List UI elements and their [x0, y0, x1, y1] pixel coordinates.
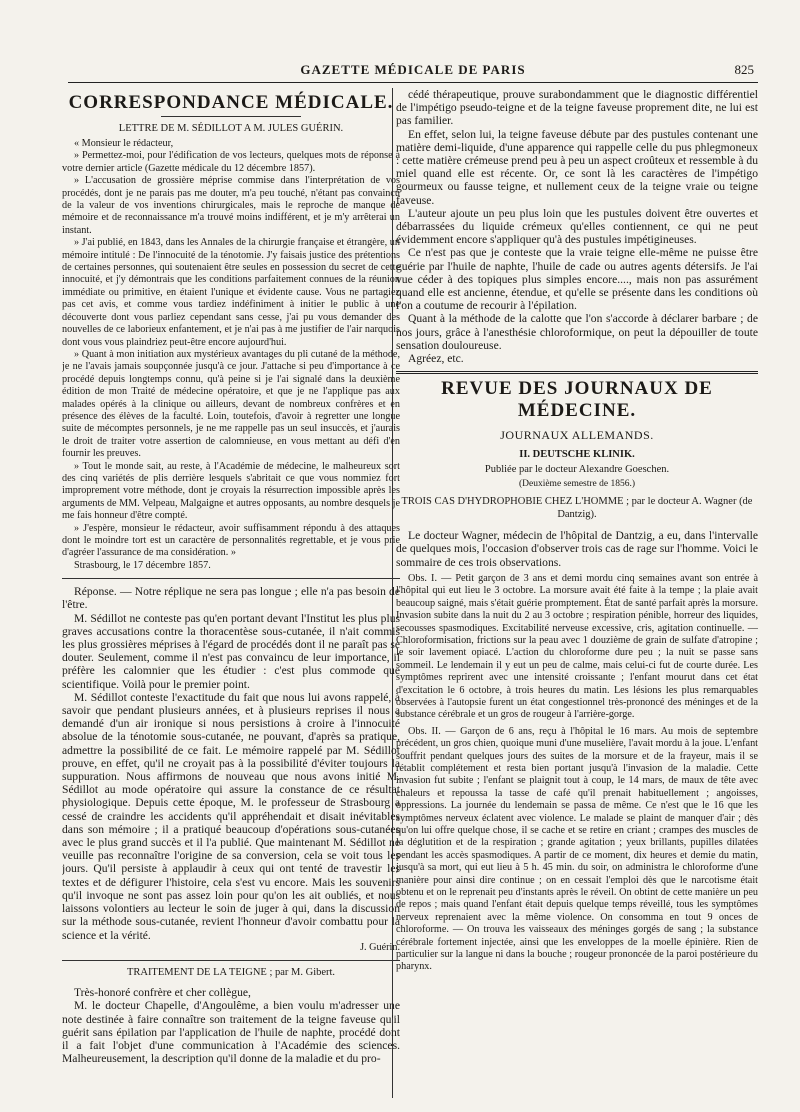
letter-paragraph: » Tout le monde sait, au reste, à l'Académie de médecine, le malheureux sort des cinq variétés de plis derrière lesquels s'abritait ce que vous nommiez fort improprement votre méthode, dont je croyais la résurrection impossible après les arguments de MM. Velpeau, Malgaigne et autres opposants, au nombre desquels je me fais honneur d'être compté. — [62, 460, 400, 522]
treatment-continuation: Quant à la méthode de la calotte que l'on s'accorde à déclarer barbare ; de nos jours, grâce à l'anesthésie chloroformique, on peut la dépouiller de toute sensation douloureuse. — [396, 312, 758, 352]
header-rule — [68, 82, 758, 83]
subsection-title: JOURNAUX ALLEMANDS. — [500, 428, 654, 443]
article-title-hydrophobie: TROIS CAS D'HYDROPHOBIE CHEZ L'HOMME ; par le docteur A. Wagner (de Dantzig). — [401, 496, 753, 521]
treatment-continuation: cédé thérapeutique, prouve surabondamment que le diagnostic différentiel de l'impétigo pseudo-teigne et de la teigne faveuse proprement dite, ne lui est pas familier. — [396, 88, 758, 128]
divider — [62, 960, 400, 961]
section-title-correspondance: CORRESPONDANCE MÉDICALE. — [68, 92, 394, 113]
letter-paragraph: » J'ai publié, en 1843, dans les Annales de la chirurgie française et étrangère, un mémoire intitulé : De l'innocuité de la ténotomie. J'y faisais justice des prétentions de certaines personnes, qui soutenaient être seules en possession du secret de cette innocuité, et j'y démontrais que les conditions parfaitement connues de la réunion immédiate ou primitive, en étaient l'unique et évidente cause. Vous ne partagiez pas cet avis, et comme vous tardiez indéfiniment à initier le public à une découverte dont vous parliez cependant sans cesse, j'ai pu vous demander des nouvelles de ce laborieux enfantement, et je n'ai pas à me justifier de l'air narquois dont vous vous plaindriez peut-être encore aujourd'hui. — [62, 237, 400, 348]
title-rule — [161, 116, 301, 117]
journal-semester: (Deuxième semestre de 1856.) — [518, 479, 636, 490]
letter-paragraph: « Monsieur le rédacteur, — [74, 138, 174, 149]
section-title-revue: REVUE DES JOURNAUX DE MÉDECINE. — [441, 378, 713, 422]
journal-name: II. DEUTSCHE KLINIK. — [519, 449, 635, 461]
journal-publisher: Publiée par le docteur Alexandre Goeschen. — [484, 464, 670, 476]
article-title-teigne: TRAITEMENT DE LA TEIGNE ; par M. Gibert. — [126, 967, 336, 979]
letter-paragraph: » Permettez-moi, pour l'édification de vos lecteurs, quelques mots de réponse à votre dernier article (Gazette médicale du 12 décembre 1857). — [62, 150, 400, 174]
page-header — [68, 60, 758, 84]
section-divider — [396, 371, 758, 374]
divider — [62, 578, 400, 579]
letter-dateline: Strasbourg, le 17 décembre 1857. — [74, 559, 211, 571]
right-column — [396, 88, 758, 1104]
journal-title: GAZETTE MÉDICALE DE PARIS — [300, 62, 526, 77]
article-intro: Le docteur Wagner, médecin de l'hôpital de Dantzig, a eu, dans l'intervalle de quelques mois, l'occasion d'observer trois cas de rage sur l'homme. Voici le sommaire de ces trois observations. — [396, 529, 758, 569]
treatment-continuation: Ce n'est pas que je conteste que la vraie teigne elle-même ne puisse être guérie par l'huile de naphte, l'huile de cade ou autres agents détersifs. Je l'ai vue céder à des topiques plus simples encore...., mais non pas assurément quand elle est ancienne, étendue, et qu'elle se présente dans les conditions où l'on a coutume de recourir à l'épilation. — [396, 246, 758, 313]
treatment-paragraph: M. le docteur Chapelle, d'Angoulême, a bien voulu m'adresser une note destinée à faire connaître son traitement de la teigne faveuse qu'il guérit sans épilation par l'application de l'huile de naphte, procédé dont il a fait l'objet d'une communication à l'Académie des sciences. Malheureusement, la description qu'il donne de la maladie et du pro- — [62, 999, 400, 1066]
letter-paragraph: » L'accusation de grossière méprise commise dans l'interprétation de vos procédés, dont je ne parais pas me douter, m'a peu touché, n'étant pas convaincu de la valeur de vos inventions chirurgicales, mais le reproche de manque de mémoire et de reconnaissance m'a trouvé moins indifférent, et je m'y arrêterai un instant. — [62, 175, 400, 236]
treatment-closing: Agréez, etc. — [408, 352, 464, 366]
page-number: 825 — [734, 62, 754, 77]
treatment-continuation: L'auteur ajoute un peu plus loin que les pustules doivent être ouvertes et débarrassées du liquide crémeux qu'elles contiennent, ce qui ne peut évidemment encore s'appliquer qu'à des pustules impétigineuses. — [396, 206, 758, 247]
observation-paragraph: Obs. I. — Petit garçon de 3 ans et demi mordu cinq semaines avant son entrée à l'hôpital qui eut lieu le 3 octobre. La morsure avait été faite à la tempe ; la plaie avait beaucoup saigné, mais s'était guérie promptement. État de santé parfait après la morsure. Invasion subite dans la nuit du 2 au 3 octobre ; respiration pénible, horreur des liquides, secousses spasmodiques. Excitabilité nerveuse excessive, cris, agitation continuelle. — Chloroformisation, frictions sur la peau avec 1 douzième de grain de sulfate d'atropine ; le soir lavement opiacé. L'action du chloroforme dure peu ; la nuit se passe sans sommeil. Le lendemain il y eut un peu de calme, mais celui-ci fut de courte durée. Les symptômes reprirent avec une intensité croissante ; l'enfant mourut dans cet état d'excitation le 6 octobre, à trois heures du matin. Les lésions les plus remarquables observées à l'autopsie furent un état congestionnel très-prononcé des méninges et de la substance cérébrale et un gros de rougeur à l'arrière-gorge. — [396, 572, 758, 721]
letter-paragraph: » J'espère, monsieur le rédacteur, avoir suffisamment répondu à des attaques dont le moindre tort est un caractère de personnalités regrettable, et je vous prie d'agréer l'assurance de ma considération. » — [62, 522, 400, 559]
left-column — [62, 88, 400, 1104]
letter-paragraph: » Quant à mon initiation aux mystérieux avantages du pli cutané de la méthode, je ne l'avais jamais soupçonnée jusqu'à ce jour. J'attache si peu d'importance à ce procédé depuis longtemps connu, qu'à peine si je l'ai signalé dans la deuxième édition de mon Traité de médecine opératoire, et que je ne l'applique pas aux malades opérés à la clinique ou ailleurs, devant de nombreux confrères et en présence des élèves de la faculté. Loin, toutefois, d'avoir à regretter une longue suite de mécomptes personnels, je ne me rappelle pas un seul insuccès, et j'aurais le droit de traiter votre assertion de calomnieuse, en vous mettant au défi d'en fournir les preuves. — [62, 348, 400, 460]
response-signature: J. Guérin. — [360, 941, 400, 953]
response-paragraph: M. Sédillot ne conteste pas qu'en portant devant l'Institut les plus plus graves accusations contre la thoracentèse sous-cutanée, il n'ait commis les plus grossières méprises à l'égard de procédés dont il ne paraît pas se douter. Seulement, comme il n'est pas convaincu de leur importance, il préfère les calomnier que les étudier : c'est plus commode que scientifique. Voilà pour le premier point. — [62, 611, 400, 691]
observation-paragraph: Obs. II. — Garçon de 6 ans, reçu à l'hôpital le 16 mars. Au mois de septembre précédent, un gros chien, quoique muni d'une muselière, l'avait mordu à la joue. L'enfant souffrit pendant quelques jours des suites de la morsure et de la frayeur, mais il se rétablit complétement et resta bien portant jusqu'à l'invasion de la maladie. Cette invasion fut subite ; l'enfant se plaignit tout à coup, le 14 mars, de maux de tête avec chaleurs et repoussa la tasse de café qu'il prenait habituellement ; angoisses, oppressions. La journée du lendemain se passa de même. Ce n'est que le 16 que les symptômes nerveux éclatent avec violence. Le malade se plaint de manquer d'air ; dès qu'on lui offre quelque chose, il se cache et se retire en criant ; crampes des muscles de la déglutition et de la respiration ; grande agitation ; yeux brillants, pupilles dilatées pendant les accès spasmodiques. A partir de ce moment, dix heures et demie du matin, jusqu'à sa mort, qui eut lieu à 5 h. 45 min. du soir, on administra le chloroforme d'une manière pour ainsi dire continue ; on en cessait l'emploi dès que le narcotisme était obtenu et on le reprenait peu d'instants après le réveil. On obtint de cette manière un peu de repos ; mais quand l'enfant était depuis quelque temps réveillé, tous les symptômes nerveux reprenaient avec la même violence. On consomma en tout 9 onces de chloroforme. — On trouva les vaisseaux des méninges gorgés de sang ; la substance cérébrale fortement injectée, ainsi que les enveloppes de la moelle épinière. Rien de particulier sur la langue ni dans la bouche ; rougeur prononcée de la paroi postérieure du pharynx. — [396, 725, 758, 973]
treatment-paragraph: Très-honoré confrère et cher collègue, — [74, 986, 251, 1000]
treatment-continuation: En effet, selon lui, la teigne faveuse débute par des pustules contenant une matière demi-liquide, d'une apparence qui rappelle celle du pus phlegmoneux : cette matière crémeuse prend peu à peu un aspect croûteux et ressemble à du miel quand elle est récente. Or, ce sont là les caractères de l'impétigo gourmeux ou fausse teigne, et nullement ceux de la teigne vraie ou teigne faveuse. — [396, 127, 758, 207]
letter-heading: LETTRE DE M. SÉDILLOT A M. JULES GUÉRIN. — [118, 123, 344, 134]
response-paragraph: Réponse. — Notre réplique ne sera pas longue ; elle n'a pas besoin de l'être. — [62, 585, 400, 612]
response-paragraph: M. Sédillot conteste l'exactitude du fait que nous lui avons rappelé, à savoir que pendant plusieurs années, et à plusieurs reprises il nous a demandé d'un air ironique si nous persistions à croire à l'innocuité absolue de la ténotomie sous-cutanée, ne pouvant, d'après sa pratique, admettre la possibilité de ce fait. Le mémoire rappelé par M. Sédillot prouve, en effet, qu'il ne croyait pas à la possibilité d'éviter toujours la suppuration. Nous affirmons de nouveau que nous avons initié M. Sédillot au mode opératoire qui assure la constance de ce résultat physiologique. Depuis cette époque, M. le professeur de Strasbourg a cessé de craindre les accidents qu'il appréhendait et disait inévitables dans son mémoire ; il a pratiqué beaucoup d'opérations sous-cutanées avec le plus grand succès et il l'a publié. Que maintenant M. Sédillot ne veuille pas reconnaître l'origine de sa conversion, cela se voit tous les jours. Qu'il persiste à applaudir à ceux qui ont tenté de travestir les textes et de défigurer l'histoire, cela s'est vu encore. Mais les souvenirs qu'il invoque ne sont pas assez loin pour qu'on les ait oubliés, et nous laissons volontiers au lecteur le soin de juger à qui, dans la discussion sur la méthode sous-cutanée, revient l'honneur d'avoir combattu pour la science et la vérité. — [62, 690, 400, 942]
